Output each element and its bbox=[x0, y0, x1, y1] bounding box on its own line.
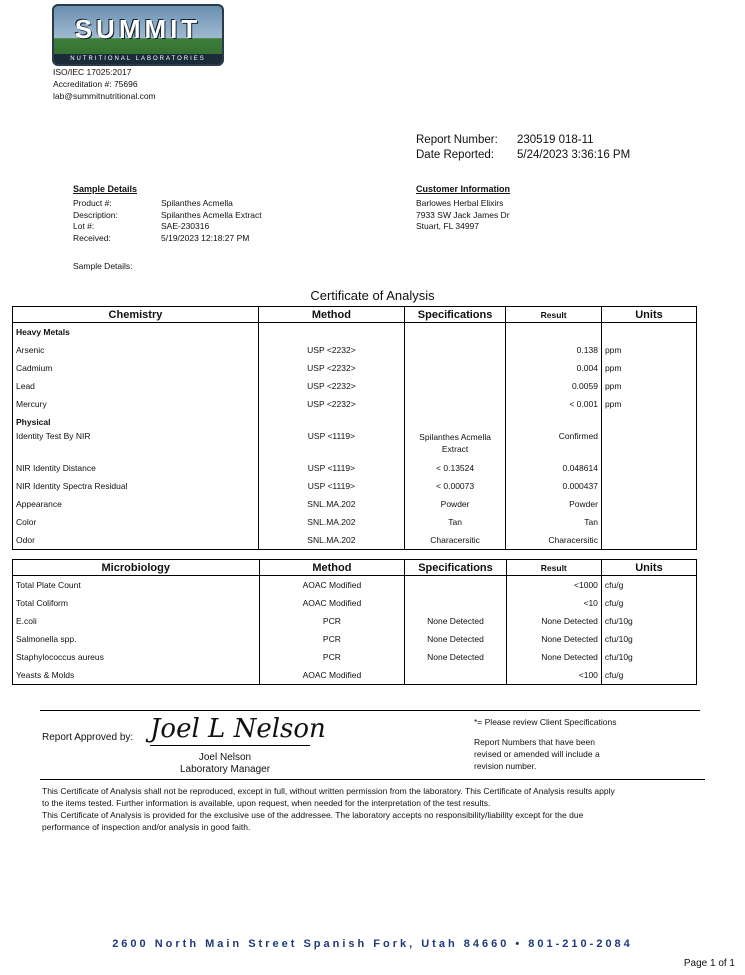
col-result: Result bbox=[506, 560, 601, 576]
revision-note-3: revision number. bbox=[474, 761, 537, 771]
chemistry-header-row bbox=[13, 307, 697, 323]
lab-info bbox=[53, 66, 156, 102]
report-number: 230519 018-11 bbox=[517, 134, 594, 146]
table-row: NIR Identity Spectra Residual USP <1119> < 0.00073 0.000437 bbox=[13, 477, 697, 495]
divider bbox=[40, 779, 705, 780]
section-row bbox=[13, 413, 697, 431]
customer-address-1: 7933 SW Jack James Dr bbox=[416, 209, 510, 220]
lot-value: SAE-230316 bbox=[161, 221, 210, 231]
sample-details-label: Sample Details: bbox=[73, 261, 133, 271]
sample-labels bbox=[73, 198, 118, 244]
table-row: Color SNL.MA.202 Tan Tan bbox=[13, 513, 697, 531]
report-number-label: Report Number: bbox=[416, 134, 498, 146]
table-row: NIR Identity Distance USP <1119> < 0.13524 0.048614 bbox=[13, 459, 697, 477]
description-label: Description: bbox=[73, 209, 118, 220]
company-logo bbox=[52, 4, 224, 66]
table-row: Appearance SNL.MA.202 Powder Powder bbox=[13, 495, 697, 513]
signature-line bbox=[150, 745, 310, 746]
document-title: Certificate of Analysis bbox=[310, 288, 435, 303]
lot-label: Lot #: bbox=[73, 221, 95, 231]
chemistry-table bbox=[12, 306, 697, 550]
table-row: Yeasts & Molds AOAC Modified <100 cfu/g bbox=[13, 666, 697, 685]
section-heavy-metals: Heavy Metals bbox=[13, 323, 259, 342]
approved-by-label: Report Approved by: bbox=[42, 732, 134, 743]
col-units: Units bbox=[601, 307, 696, 323]
approver-name: Joel Nelson bbox=[198, 752, 252, 763]
col-chemistry: Chemistry bbox=[13, 307, 259, 323]
table-row: Mercury USP <2232> < 0.001 ppm bbox=[13, 395, 697, 413]
customer-address-2: Stuart, FL 34997 bbox=[416, 221, 480, 231]
table-row: Lead USP <2232> 0.0059 ppm bbox=[13, 377, 697, 395]
lab-address: 2600 North Main Street Spanish Fork, Utah 84660 • 801-210-2084 bbox=[112, 938, 633, 950]
description-value: Spilanthes Acmella Extract bbox=[161, 209, 262, 220]
report-values bbox=[517, 133, 630, 163]
received-label: Received: bbox=[73, 232, 111, 243]
iso-standard: ISO/IEC 17025:2017 bbox=[53, 67, 132, 77]
logo-wordmark: SUMMIT bbox=[74, 14, 202, 44]
table-row: Odor SNL.MA.202 Characersitic Characersitic bbox=[13, 531, 697, 550]
table-row: Salmonella spp. PCR None Detected None Detected cfu/10g bbox=[13, 630, 697, 648]
spec-note: *= Please review Client Specifications bbox=[474, 717, 617, 727]
customer-info bbox=[416, 198, 510, 233]
notes bbox=[474, 716, 616, 772]
lab-email: lab@summitnutritional.com bbox=[53, 91, 156, 101]
page-number: Page 1 of 1 bbox=[683, 958, 735, 969]
table-row: Cadmium USP <2232> 0.004 ppm bbox=[13, 359, 697, 377]
table-row: Total Coliform AOAC Modified <10 cfu/g bbox=[13, 594, 697, 612]
product-value: Spilanthes Acmella bbox=[161, 198, 233, 208]
logo-subtitle: NUTRITIONAL LABORATORIES bbox=[54, 54, 222, 64]
sample-details-heading: Sample Details bbox=[73, 184, 138, 194]
col-method: Method bbox=[259, 560, 405, 576]
col-method: Method bbox=[258, 307, 404, 323]
table-row: Staphylococcus aureus PCR None Detected None Detected cfu/10g bbox=[13, 648, 697, 666]
microbiology-table bbox=[12, 559, 697, 685]
col-result: Result bbox=[506, 307, 602, 323]
customer-name: Barlowes Herbal Elixirs bbox=[416, 198, 504, 208]
section-row bbox=[13, 323, 697, 342]
date-reported: 5/24/2023 3:36:16 PM bbox=[517, 149, 631, 161]
date-reported-label: Date Reported: bbox=[416, 149, 494, 161]
disclaimer: This Certificate of Analysis shall not be reproduced, except in full, without written permission from the laboratory. This Certificate of Analysis results apply to the items tested. Further information is available, upon request, when needed for the interpretation of the test results. This Certificate of Analysis is provided for the exclusive use of the addressee. The laboratory accepts no responsibility/liability except for the due performance of inspection and/or analysis in good faith. bbox=[42, 786, 615, 832]
report-labels bbox=[416, 133, 498, 163]
col-microbiology: Microbiology bbox=[13, 560, 260, 576]
approver-role: Laboratory Manager bbox=[179, 764, 271, 775]
col-specifications: Specifications bbox=[404, 307, 505, 323]
table-row: Arsenic USP <2232> 0.138 ppm bbox=[13, 341, 697, 359]
section-physical: Physical bbox=[13, 413, 259, 431]
revision-note-2: revised or amended will include a bbox=[474, 749, 600, 759]
product-label: Product #: bbox=[73, 198, 112, 208]
table-row: Total Plate Count AOAC Modified <1000 cfu/g bbox=[13, 576, 697, 595]
sample-values bbox=[161, 198, 262, 244]
table-row: E.coli PCR None Detected None Detected cfu/10g bbox=[13, 612, 697, 630]
approver bbox=[150, 752, 300, 776]
customer-info-heading: Customer Information bbox=[416, 184, 511, 194]
table-row: Identity Test By NIR USP <1119> Spilanthes Acmella Extract Confirmed bbox=[13, 431, 697, 459]
divider bbox=[40, 710, 700, 711]
signature-image: Joel L Nelson bbox=[150, 714, 326, 744]
revision-note-1: Report Numbers that have been bbox=[474, 737, 595, 747]
received-value: 5/19/2023 12:18:27 PM bbox=[161, 232, 250, 243]
microbiology-header-row bbox=[13, 560, 697, 576]
col-units: Units bbox=[601, 560, 696, 576]
accreditation-number: Accreditation #: 75696 bbox=[53, 79, 138, 89]
col-specifications: Specifications bbox=[405, 560, 506, 576]
